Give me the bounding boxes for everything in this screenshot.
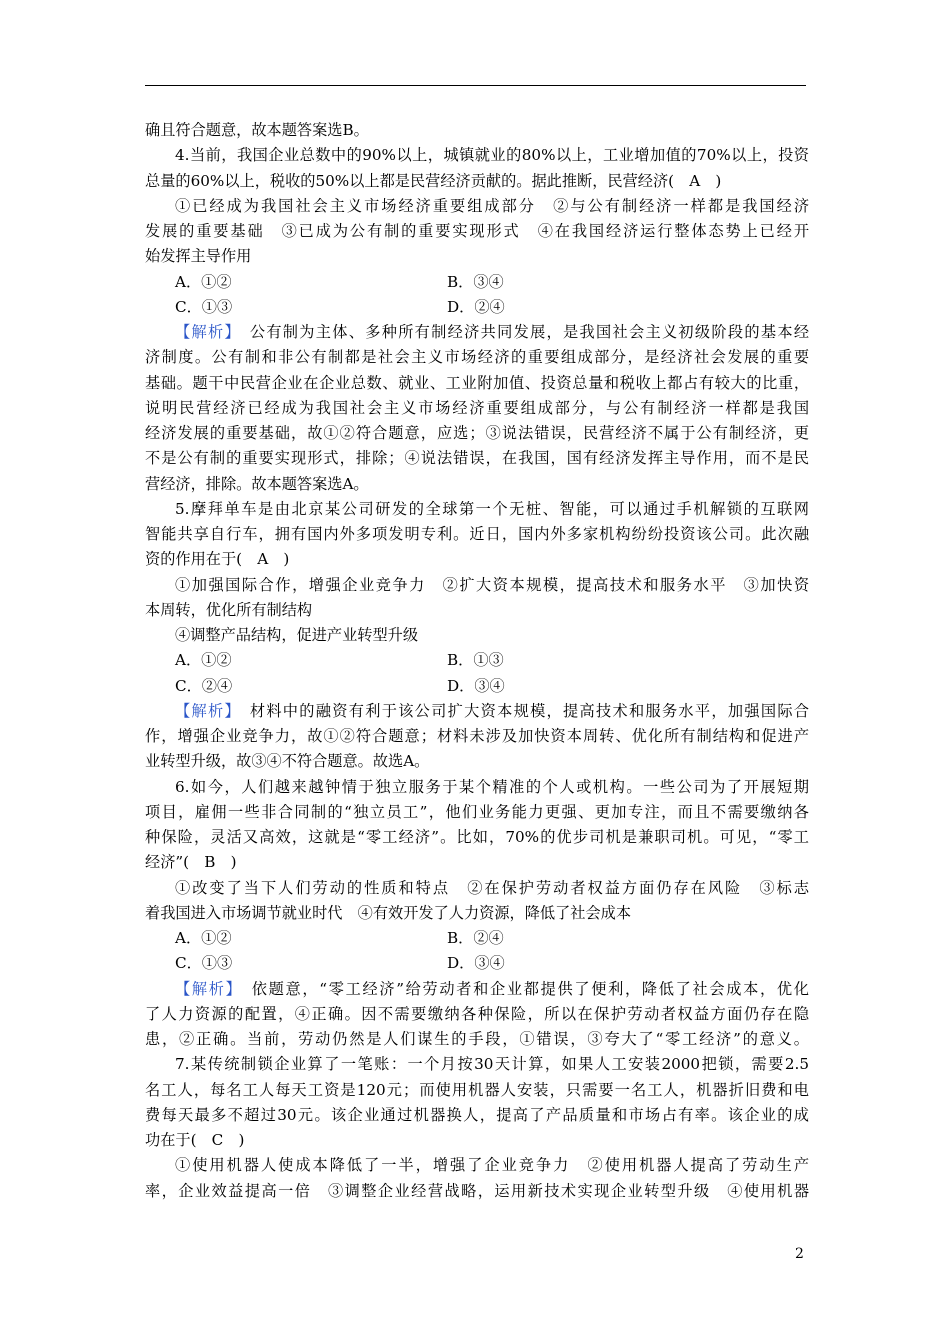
text-line: 作，增强企业竞争力，故①②符合题意；材料未涉及加快资本周转、优化所有制结构和促进产 (145, 727, 809, 745)
text-line: 智能共享自行车，拥有国内外多项发明专利。近日，国内外多家机构纷纷投资该公司。此次融 (145, 525, 809, 543)
text-line: 本周转，优化所有制结构 (145, 600, 313, 619)
option-a: A．①② (175, 651, 232, 670)
page-body (145, 118, 809, 1204)
text-line: 经济发展的重要基础，故①②符合题意，应选；③说法错误，民营经济不属于公有制经济，更 (145, 424, 809, 442)
options-row (145, 926, 809, 951)
options-row (145, 270, 809, 295)
question-7: 7.某传统制锁企业算了一笔账：一个月按30天计算，如果人工安装2000把锁，需要2.5 (175, 1055, 809, 1074)
options-row (145, 674, 809, 699)
analysis-label: 【解析】 (175, 701, 234, 720)
text-line: ①加强国际合作，增强企业竞争力 ②扩大资本规模，提高技术和服务水平 ③加快资 (175, 575, 809, 594)
text-line: 说明民营经济已经成为我国社会主义市场经济重要组成部分，与公有制经济一样都是我国 (145, 398, 809, 417)
text-line: 不是公有制的重要实现形式，排除；④说法错误，在我国，国有经济发挥主导作用，而不是民 (145, 449, 809, 468)
text-line: 业转型升级，故③④不符合题意。故选A。 (145, 752, 430, 771)
text-line: 着我国进入市场调节就业时代 ④有效开发了人力资源，降低了社会成本 (145, 903, 631, 922)
analysis-label: 【解析】 (175, 979, 235, 998)
text-line: 费每天最多不超过30元。该企业通过机器换人，提高了产品质量和市场占有率。该企业的成 (145, 1105, 809, 1124)
options-row (145, 295, 809, 320)
text-line: 患，②正确。当前，劳动仍然是人们谋生的手段，①错误，③夸大了“零工经济”的意义。 (145, 1030, 809, 1048)
text-line: 项目，雇佣一些非合同制的“独立员工”，他们业务能力更强、更加专注，而且不需要缴纳各 (145, 802, 809, 821)
text-line: ①改变了当下人们劳动的性质和特点 ②在保护劳动者权益方面仍存在风险 ③标志 (175, 878, 809, 897)
text-line: 营经济，排除。故本题答案选A。 (145, 474, 369, 493)
option-b: B．①③ (447, 651, 504, 670)
text-line: 确且符合题意，故本题答案选B。 (145, 121, 369, 139)
text-line: 资的作用在于( A ) (145, 550, 290, 569)
text-line: 了人力资源的配置，④正确。因不需要缴纳各种保险，所以在保护劳动者权益方面仍存在隐 (145, 1004, 809, 1023)
option-a: A．①② (175, 272, 232, 291)
option-b: B．②④ (447, 929, 504, 947)
text-line: 名工人，每名工人每天工资是120元；而使用机器人安装，只需要一名工人，机器折旧费和电 (145, 1080, 809, 1099)
options-row (145, 648, 809, 673)
text-line: 基础。题干中民营企业在企业总数、就业、工业附加值、投资总量和税收上都占有较大的比重， (145, 373, 809, 392)
option-c: C．①③ (175, 297, 233, 316)
page-number: 2 (795, 1246, 804, 1262)
text-line: 经济”( B ) (145, 853, 237, 872)
analysis-text: 材料中的融资有利于该公司扩大资本规模，提高技术和服务水平，加强国际合 (233, 701, 809, 720)
text-line: ①使用机器人使成本降低了一半，增强了企业竞争力 ②使用机器人提高了劳动生产 (175, 1156, 809, 1175)
options-row (145, 951, 809, 976)
text-line: 始发挥主导作用 (145, 247, 252, 266)
option-d: D．③④ (447, 954, 505, 973)
text-line: ①已经成为我国社会主义市场经济重要组成部分 ②与公有制经济一样都是我国经济 (175, 196, 809, 215)
option-a: A．①② (175, 929, 232, 947)
question-4: 4.当前，我国企业总数中的90%以上，城镇就业的80%以上，工业增加值的70%以上，投资 (175, 146, 809, 165)
option-c: C．①③ (175, 954, 233, 973)
analysis-text: 公有制为主体、多种所有制经济共同发展，是我国社会主义初级阶段的基本经 (233, 323, 809, 341)
option-d: D．③④ (447, 676, 505, 695)
header-rule (145, 85, 806, 86)
analysis-5 (145, 699, 809, 724)
analysis-label: 【解析】 (175, 323, 234, 341)
analysis-6 (145, 977, 809, 1002)
analysis-text: 依题意，“零工经济”给劳动者和企业都提供了便利，降低了社会成本，优化 (234, 979, 809, 998)
text-line: ④调整产品结构，促进产业转型升级 (175, 626, 418, 644)
text-line: 率，企业效益提高一倍 ③调整企业经营战略，运用新技术实现企业转型升级 ④使用机器 (145, 1181, 809, 1200)
option-b: B．③④ (447, 272, 504, 291)
text-line: 功在于( C ) (145, 1131, 245, 1149)
question-6: 6.如今，人们越来越钟情于独立服务于某个精准的个人或机构。一些公司为了开展短期 (175, 777, 809, 796)
option-d: D．②④ (447, 297, 505, 316)
question-5: 5.摩拜单车是由北京某公司研发的全球第一个无桩、智能，可以通过手机解锁的互联网 (175, 499, 809, 518)
analysis-4 (145, 320, 809, 345)
option-c: C．②④ (175, 676, 233, 695)
text-line: 总量的60%以上，税收的50%以上都是民营经济贡献的。据此推断，民营经济( A ) (145, 171, 722, 190)
text-line: 济制度。公有制和非公有制都是社会主义市场经济的重要组成部分，是经济社会发展的重要 (145, 348, 809, 367)
text-line: 种保险，灵活又高效，这就是“零工经济”。比如，70%的优步司机是兼职司机。可见，“零工 (145, 828, 809, 846)
text-line: 发展的重要基础 ③已成为公有制的重要实现形式 ④在我国经济运行整体态势上已经开 (145, 222, 809, 240)
